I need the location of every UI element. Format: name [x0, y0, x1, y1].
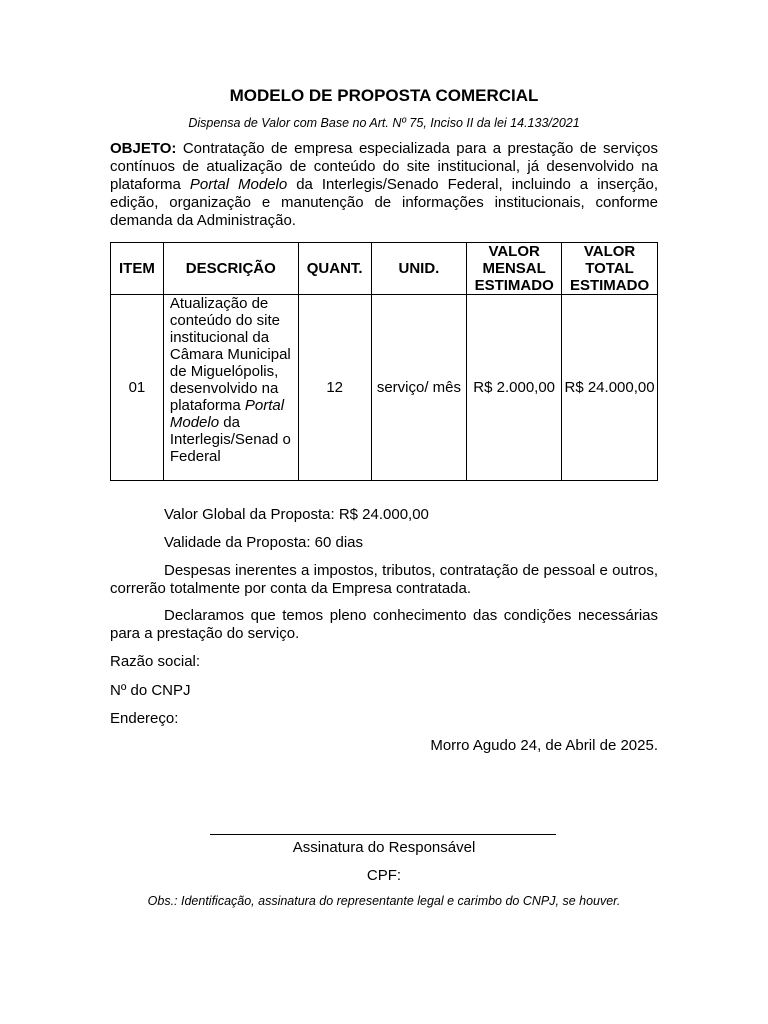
razao-social-label: Razão social:: [110, 653, 201, 670]
signature-label: Assinatura do Responsável: [292, 839, 476, 856]
cell-valor-mensal: R$ 2.000,00: [467, 295, 562, 481]
cell-quant: 12: [298, 295, 371, 481]
table-row: [111, 295, 658, 481]
objeto-italic: Portal Modelo: [189, 176, 288, 193]
desc-text-2: da Interlegis/Senad o Federal: [169, 414, 291, 465]
header-quant: QUANT.: [298, 243, 371, 295]
validade: Validade da Proposta: 60 dias: [164, 534, 364, 551]
valor-global: Valor Global da Proposta: R$ 24.000,00: [164, 506, 429, 523]
cpf-label: CPF:: [366, 867, 402, 884]
date-location: Morro Agudo 24, de Abril de 2025.: [430, 737, 658, 754]
header-item: ITEM: [111, 243, 164, 295]
document-title: MODELO DE PROPOSTA COMERCIAL: [229, 86, 539, 105]
declaramos-paragraph: Declaramos que temos pleno conhecimento das condições necessárias para a prestação do serviço.: [110, 607, 658, 642]
objeto-label: OBJETO:: [110, 140, 177, 157]
header-valor-total: VALOR TOTAL ESTIMADO: [562, 243, 658, 295]
cnpj-label: Nº do CNPJ: [110, 682, 191, 699]
cell-item: 01: [111, 295, 164, 481]
desc-text-1: Atualização de conteúdo do site institucional da Câmara Municipal de Miguelópolis, desenvolvido na plataforma: [169, 295, 291, 414]
desc-italic: Portal Modelo: [169, 397, 285, 431]
header-descricao: DESCRIÇÃO: [163, 243, 298, 295]
header-unid: UNID.: [371, 243, 467, 295]
header-valor-mensal: VALOR MENSAL ESTIMADO: [467, 243, 562, 295]
objeto-text-2: da Interlegis/Senado Federal, incluindo a inserção, edição, organização e manutenção de informações institucionais, conforme demanda da Administração.: [110, 176, 658, 229]
objeto-paragraph: [110, 140, 658, 230]
cell-descricao: [163, 295, 298, 481]
cell-unid: serviço/ mês: [371, 295, 467, 481]
table-header-row: [111, 243, 658, 295]
document-subtitle: Dispensa de Valor com Base no Art. Nº 75, Inciso II da lei 14.133/2021: [188, 116, 580, 130]
proposal-table: [110, 242, 658, 481]
despesas-paragraph: Despesas inerentes a impostos, tributos, contratação de pessoal e outros, correrão totalmente por conta da Empresa contratada.: [110, 562, 658, 597]
observation-note: Obs.: Identificação, assinatura do representante legal e carimbo do CNPJ, se houver.: [147, 894, 621, 908]
endereco-label: Endereço:: [110, 710, 179, 727]
signature-line: [210, 834, 556, 835]
cell-valor-total: R$ 24.000,00: [562, 295, 658, 481]
objeto-text-1: Contratação de empresa especializada para a prestação de serviços contínuos de atualização de conteúdo do site institucional, já desenvolvido na plataforma: [110, 140, 658, 193]
